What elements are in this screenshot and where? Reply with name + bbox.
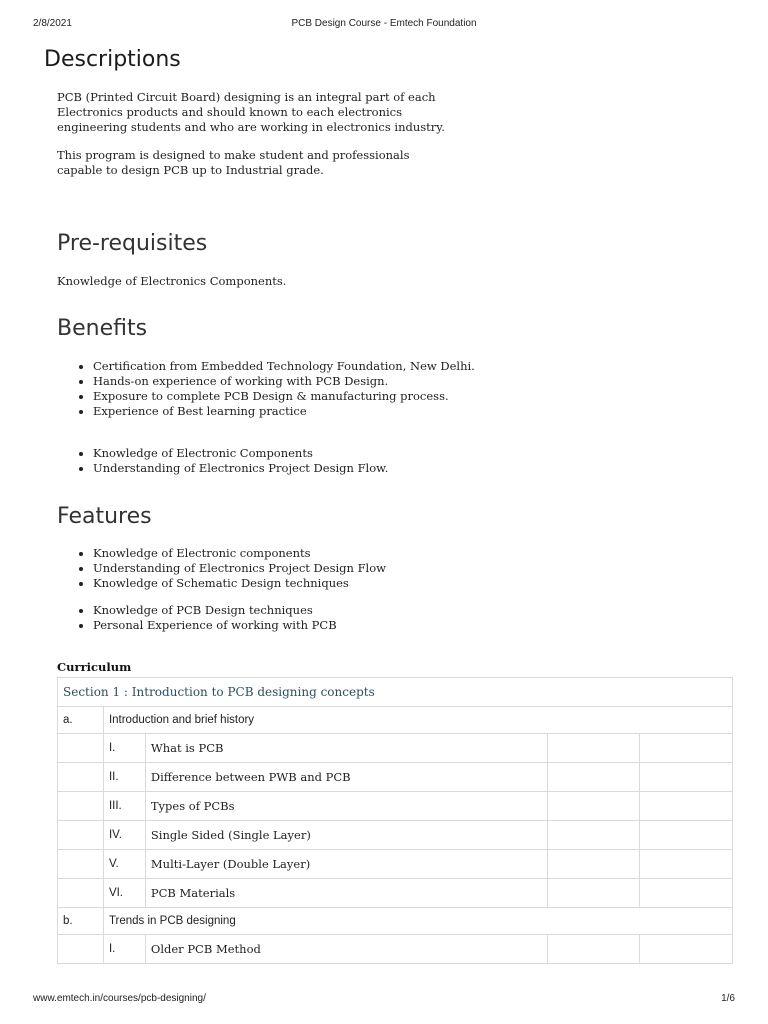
table-row [58, 935, 733, 964]
print-date: 2/8/2021 [33, 18, 72, 29]
empty-cell [548, 763, 640, 792]
description-paragraph-1: PCB (Printed Circuit Board) designing is an integral part of each Electronics products and should known to each electronics engineering students and who are working in electronics industry. [57, 90, 445, 134]
item-title: Types of PCBs [145, 792, 547, 821]
empty-cell [640, 935, 733, 964]
empty-cell [548, 879, 640, 908]
item-title: Multi-Layer (Double Layer) [145, 850, 547, 879]
table-row [58, 792, 733, 821]
group-title: Trends in PCB designing [103, 908, 732, 935]
group-number: a. [58, 707, 104, 734]
group-title: Introduction and brief history [103, 707, 732, 734]
empty-cell [640, 763, 733, 792]
item-title: PCB Materials [145, 879, 547, 908]
section-title: Section 1 : Introduction to PCB designing concepts [58, 678, 733, 707]
empty-cell [58, 821, 104, 850]
list-item: • Knowledge of Electronic components [93, 546, 493, 561]
empty-cell [640, 734, 733, 763]
empty-cell [58, 792, 104, 821]
list-item: • Experience of Best learning practice [93, 404, 493, 419]
curriculum-table [57, 677, 733, 964]
features-heading: Features [57, 504, 152, 529]
empty-cell [548, 734, 640, 763]
empty-cell [640, 850, 733, 879]
print-header [33, 18, 735, 32]
list-item: • Certification from Embedded Technology Foundation, New Delhi. [93, 359, 493, 374]
features-list-1 [57, 546, 493, 591]
table-row [58, 734, 733, 763]
empty-cell [58, 879, 104, 908]
empty-cell [58, 850, 104, 879]
table-row [58, 763, 733, 792]
print-page-title: PCB Design Course - Emtech Foundation [291, 18, 477, 29]
benefits-heading: Benefits [57, 316, 148, 341]
page-number: 1/6 [721, 993, 735, 1004]
empty-cell [548, 850, 640, 879]
features-list-2 [57, 603, 493, 633]
table-row [58, 707, 733, 734]
print-footer [33, 993, 735, 1007]
table-row [58, 908, 733, 935]
empty-cell [548, 935, 640, 964]
list-item: • Exposure to complete PCB Design & manufacturing process. [93, 389, 493, 404]
list-item: • Hands-on experience of working with PCB Design. [93, 374, 493, 389]
table-row [58, 821, 733, 850]
table-row [58, 879, 733, 908]
empty-cell [548, 792, 640, 821]
group-number: b. [58, 908, 104, 935]
description-paragraph-2: This program is designed to make student and professionals capable to design PCB up to Industrial grade. [57, 148, 410, 177]
empty-cell [640, 792, 733, 821]
list-item: • Understanding of Electronics Project Design Flow. [93, 461, 493, 476]
empty-cell [548, 821, 640, 850]
curriculum-label: Curriculum [57, 660, 132, 674]
page-url: www.emtech.in/courses/pcb-designing/ [33, 993, 206, 1004]
item-number: I. [103, 734, 145, 763]
list-item: • Personal Experience of working with PCB [93, 618, 493, 633]
item-title: What is PCB [145, 734, 547, 763]
item-title: Older PCB Method [145, 935, 547, 964]
list-item: • Knowledge of PCB Design techniques [93, 603, 493, 618]
table-row [58, 850, 733, 879]
item-number: IV. [103, 821, 145, 850]
item-number: I. [103, 935, 145, 964]
item-title: Difference between PWB and PCB [145, 763, 547, 792]
empty-cell [58, 935, 104, 964]
empty-cell [640, 879, 733, 908]
item-number: III. [103, 792, 145, 821]
item-number: II. [103, 763, 145, 792]
list-item: • Knowledge of Schematic Design techniques [93, 576, 493, 591]
prerequisites-heading: Pre-requisites [57, 231, 208, 256]
item-number: VI. [103, 879, 145, 908]
prerequisites-text: Knowledge of Electronics Components. [57, 274, 287, 288]
list-item: • Understanding of Electronics Project Design Flow [93, 561, 493, 576]
benefits-list-2 [57, 446, 493, 476]
section-header-row [58, 678, 733, 707]
empty-cell [58, 763, 104, 792]
empty-cell [58, 734, 104, 763]
empty-cell [640, 821, 733, 850]
benefits-list-1 [57, 359, 493, 419]
item-title: Single Sided (Single Layer) [145, 821, 547, 850]
list-item: • Knowledge of Electronic Components [93, 446, 493, 461]
item-number: V. [103, 850, 145, 879]
descriptions-heading: Descriptions [44, 47, 181, 72]
